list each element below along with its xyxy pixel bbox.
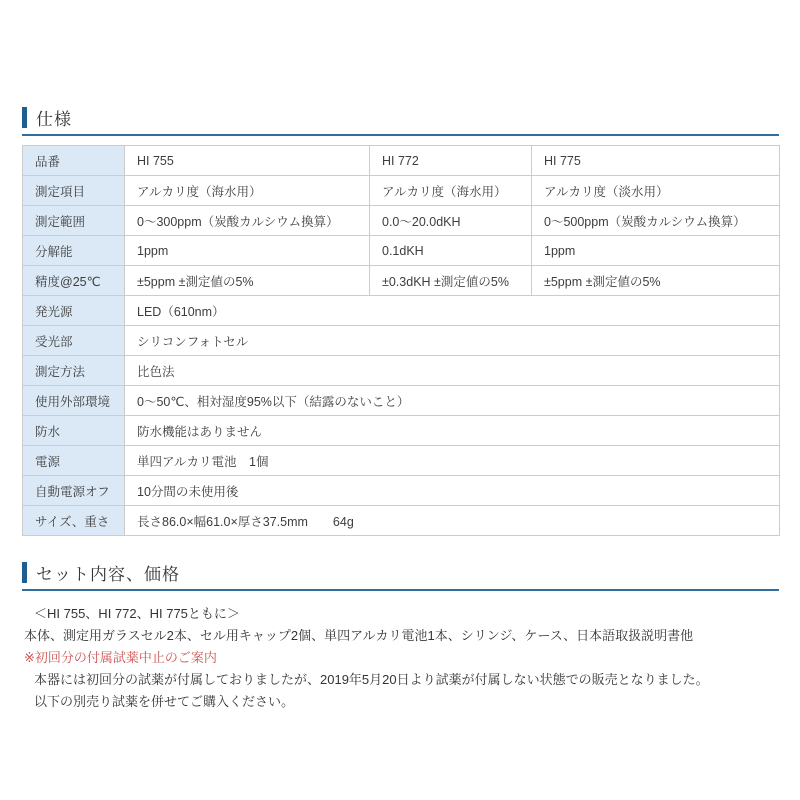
spec-row-label: 分解能	[23, 236, 125, 266]
spec-row-label: 測定方法	[23, 356, 125, 386]
spec-table-row	[23, 206, 780, 236]
set-info-line: 本体、測定用ガラスセル2本、セル用キャップ2個、単四アルカリ電池1本、シリンジ、ケース、日本語取扱説明書他	[24, 628, 694, 643]
notice-line: ※初回分の付属試薬中止のご案内	[24, 650, 217, 665]
heading-accent-bar	[22, 107, 27, 128]
spec-table-row	[23, 506, 780, 536]
spec-row-value: ±0.3dKH ±測定値の5%	[370, 266, 532, 296]
heading-accent-bar	[22, 562, 27, 583]
spec-row-label: 発光源	[23, 296, 125, 326]
set-info-line: 本器には初回分の試薬が付属しておりましたが、2019年5月20日より試薬が付属しない状態での販売となりました。	[34, 672, 709, 687]
spec-row-value: ±5ppm ±測定値の5%	[532, 266, 780, 296]
spec-row-value: 比色法	[125, 356, 780, 386]
spec-row-label: 受光部	[23, 326, 125, 356]
spec-row-label: 精度@25℃	[23, 266, 125, 296]
spec-row-value: アルカリ度（海水用）	[370, 176, 532, 206]
spec-row-label: 使用外部環境	[23, 386, 125, 416]
spec-section	[22, 105, 779, 536]
spec-row-value: 1ppm	[532, 236, 780, 266]
spec-row-label: 電源	[23, 446, 125, 476]
spec-row-value: 0.1dKH	[370, 236, 532, 266]
spec-table-row	[23, 146, 780, 176]
spec-table-row	[23, 356, 780, 386]
set-section-heading	[22, 560, 779, 591]
spec-row-value: HI 772	[370, 146, 532, 176]
spec-row-value: HI 755	[125, 146, 370, 176]
spec-row-value: 長さ86.0×幅61.0×厚さ37.5mm 64g	[125, 506, 780, 536]
spec-table-row	[23, 296, 780, 326]
set-info-line: 以下の別売り試薬を併せてご購入ください。	[34, 694, 295, 709]
spec-row-label: サイズ、重さ	[23, 506, 125, 536]
spec-section-title: 仕様	[36, 110, 72, 129]
spec-section-heading	[22, 105, 779, 136]
spec-table	[22, 145, 780, 536]
spec-row-value: ±5ppm ±測定値の5%	[125, 266, 370, 296]
set-info-block	[22, 603, 779, 713]
spec-table-row	[23, 326, 780, 356]
spec-table-row	[23, 386, 780, 416]
spec-row-value: 0.0～20.0dKH	[370, 206, 532, 236]
spec-table-row	[23, 476, 780, 506]
spec-row-label: 自動電源オフ	[23, 476, 125, 506]
spec-table-row	[23, 446, 780, 476]
set-info-line: ＜HI 755、HI 772、HI 775ともに＞	[34, 606, 240, 621]
spec-row-value: アルカリ度（淡水用）	[532, 176, 780, 206]
spec-row-value: 0～500ppm（炭酸カルシウム換算）	[532, 206, 780, 236]
spec-table-row	[23, 236, 780, 266]
spec-row-label: 防水	[23, 416, 125, 446]
spec-row-value: 0～50℃、相対湿度95%以下（結露のないこと）	[125, 386, 780, 416]
set-section-title: セット内容、価格	[36, 565, 180, 584]
spec-row-label: 測定項目	[23, 176, 125, 206]
spec-row-value: LED（610nm）	[125, 296, 780, 326]
spec-row-value: 単四アルカリ電池 1個	[125, 446, 780, 476]
spec-row-value: HI 775	[532, 146, 780, 176]
spec-row-value: アルカリ度（海水用）	[125, 176, 370, 206]
spec-row-value: 10分間の未使用後	[125, 476, 780, 506]
spec-row-label: 測定範囲	[23, 206, 125, 236]
spec-row-value: 0～300ppm（炭酸カルシウム換算）	[125, 206, 370, 236]
spec-table-row	[23, 416, 780, 446]
spec-table-row	[23, 176, 780, 206]
spec-table-row	[23, 266, 780, 296]
spec-row-value: 1ppm	[125, 236, 370, 266]
spec-row-value: 防水機能はありません	[125, 416, 780, 446]
set-contents-section	[22, 560, 779, 713]
spec-row-label: 品番	[23, 146, 125, 176]
spec-row-value: シリコンフォトセル	[125, 326, 780, 356]
